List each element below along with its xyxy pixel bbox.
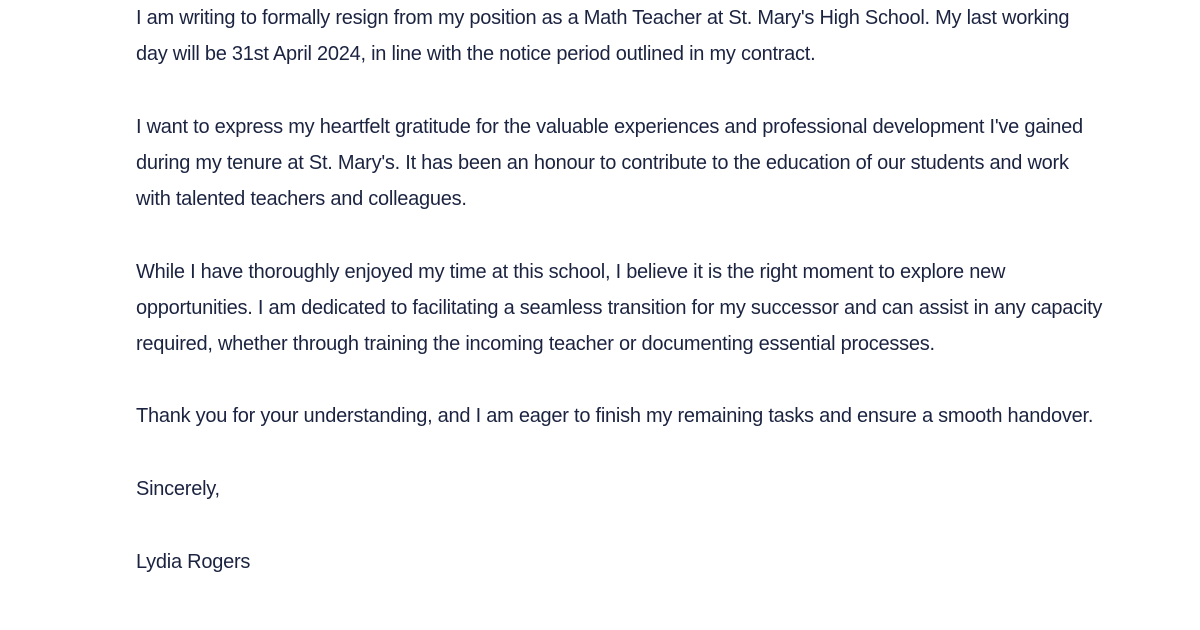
signature-name: Lydia Rogers	[136, 551, 251, 573]
text-line: I want to express my heartfelt gratitude for the valuable experiences and professional development I've gained	[136, 116, 1083, 138]
paragraph-thanks	[136, 398, 1136, 434]
signature	[136, 544, 1136, 580]
text-line: opportunities. I am dedicated to facilitating a seamless transition for my successor and can assist in any capacity	[136, 297, 1103, 319]
closing	[136, 471, 1136, 507]
letter-body	[136, 0, 1136, 580]
paragraph-transition	[136, 254, 1136, 362]
text-line: I am writing to formally resign from my position as a Math Teacher at St. Mary's High School. My last working	[136, 7, 1070, 29]
text-line: Thank you for your understanding, and I am eager to finish my remaining tasks and ensure a smooth handover.	[136, 405, 1094, 427]
paragraph-gratitude	[136, 109, 1136, 217]
text-line: While I have thoroughly enjoyed my time at this school, I believe it is the right moment to explore new	[136, 261, 1006, 283]
text-line: required, whether through training the incoming teacher or documenting essential processes.	[136, 333, 935, 355]
text-line: during my tenure at St. Mary's. It has been an honour to contribute to the education of our students and work	[136, 152, 1069, 174]
text-line: with talented teachers and colleagues.	[136, 188, 467, 210]
paragraph-resignation	[136, 0, 1136, 72]
text-line: day will be 31st April 2024, in line with the notice period outlined in my contract.	[136, 43, 816, 65]
closing-text: Sincerely,	[136, 478, 220, 500]
